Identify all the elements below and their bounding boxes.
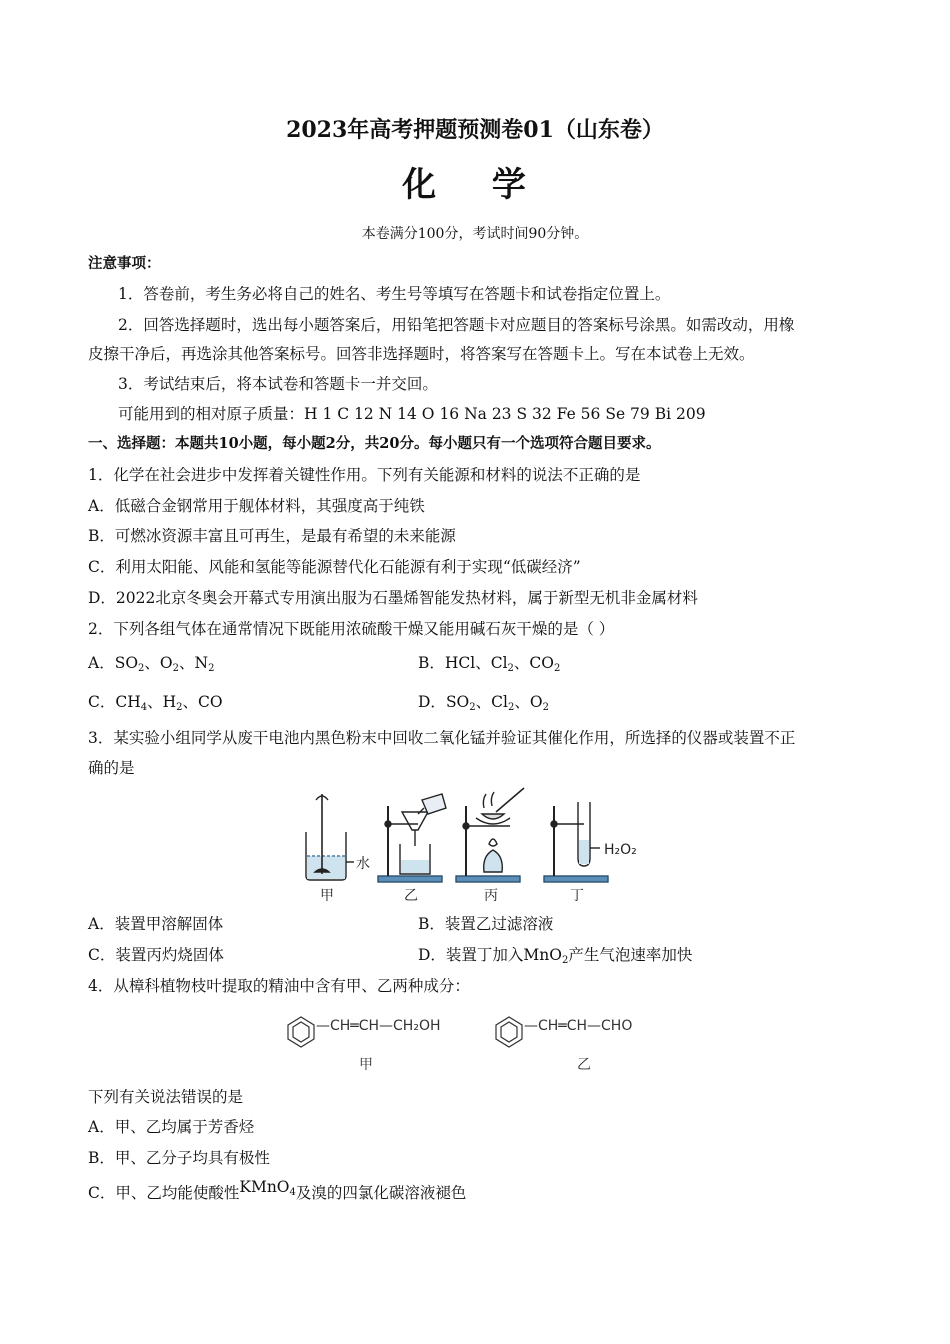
figure-label-yi: 乙 bbox=[404, 888, 418, 904]
subscript: 2 bbox=[507, 702, 515, 713]
q3-stem-line1: 3．某实验小组同学从废干电池内黑色粉末中回收二氧化锰并验证其催化作用，所选择的仪器或装置不正 bbox=[88, 729, 796, 747]
apparatus-figure bbox=[296, 784, 656, 904]
notice-item-2a: 2．回答选择题时，选出每小题答案后，用铅笔把答题卡对应题目的答案标号涂黑。如需改动，用橡 bbox=[118, 316, 795, 334]
option-label: B． bbox=[418, 654, 445, 672]
exam-title: 2023年高考押题预测卷01（山东卷） bbox=[286, 117, 664, 143]
q1-option-a: A．低磁合金钢常用于舰体材料，其强度高于纯铁 bbox=[88, 497, 425, 515]
formula: 、O bbox=[144, 654, 173, 672]
q1-option-b: B．可燃冰资源丰富且可再生，是最有希望的未来能源 bbox=[88, 527, 456, 545]
apparatus-jia bbox=[306, 794, 354, 880]
option-text: C．甲、乙均能使酸性 bbox=[88, 1184, 240, 1202]
structure-jia: —CH═CH—CH₂OH bbox=[316, 1018, 441, 1034]
q3-option-d bbox=[418, 945, 692, 971]
q2-option-c bbox=[88, 692, 223, 718]
formula: KMnO bbox=[239, 1178, 290, 1196]
structure-yi: —CH═CH—CHO bbox=[524, 1018, 633, 1034]
q4-lead: 下列有关说法错误的是 bbox=[88, 1088, 244, 1106]
q1-stem: 1．化学在社会进步中发挥着关键性作用。下列有关能源和材料的说法不正确的是 bbox=[88, 466, 641, 484]
score-note: 本卷满分100分，考试时间90分钟。 bbox=[361, 226, 589, 242]
subscript: 2 bbox=[172, 663, 179, 674]
subscript: 2 bbox=[507, 663, 514, 674]
option-label: C． bbox=[88, 693, 116, 711]
formula: CH bbox=[115, 693, 141, 711]
formula: 、Cl bbox=[475, 693, 508, 711]
atomic-mass-note: 可能用到的相对原子质量：H 1 C 12 N 14 O 16 Na 23 S 32 Fe 56 Se 79 Bi 209 bbox=[118, 405, 706, 423]
q3-option-b: B．装置乙过滤溶液 bbox=[418, 915, 554, 933]
subscript: 4 bbox=[289, 1187, 296, 1198]
structure-figure bbox=[280, 1004, 680, 1076]
apparatus-yi bbox=[378, 794, 446, 882]
notice-item-2b: 皮擦干净后，再选涂其他答案标号。回答非选择题时，将答案写在答题卡上。写在本试卷上无效。 bbox=[88, 345, 755, 363]
q3-stem-line2: 确的是 bbox=[88, 759, 135, 777]
q4-option-c bbox=[88, 1178, 467, 1209]
structure-label-yi: 乙 bbox=[577, 1057, 591, 1073]
section-1-heading: 一、选择题：本题共10小题，每小题2分，共20分。每小题只有一个选项符合题目要求。 bbox=[88, 435, 661, 452]
h2o2-label: H₂O₂ bbox=[604, 842, 637, 858]
formula: SO bbox=[445, 693, 470, 711]
option-text: 及溴的四氯化碳溶液褪色 bbox=[295, 1184, 467, 1202]
subscript: 2 bbox=[176, 702, 183, 713]
formula: 、CO bbox=[513, 654, 554, 672]
subscript: 4 bbox=[140, 702, 148, 713]
notice-heading: 注意事项： bbox=[88, 255, 161, 272]
structure-label-jia: 甲 bbox=[359, 1057, 373, 1073]
figure-label-ding: 丁 bbox=[570, 888, 584, 904]
formula: HCl、Cl bbox=[444, 654, 508, 672]
formula: 、N bbox=[179, 654, 209, 672]
subscript: 2 bbox=[138, 663, 145, 674]
q3-option-a: A．装置甲溶解固体 bbox=[88, 915, 224, 933]
q1-option-c: C．利用太阳能、风能和氢能等能源替代化石能源有利于实现“低碳经济” bbox=[88, 558, 581, 576]
subject-title: 化 学 bbox=[402, 165, 548, 205]
benzene-ring-jia bbox=[288, 1017, 314, 1047]
q2-option-d bbox=[418, 692, 549, 718]
q4-option-b: B．甲、乙分子均具有极性 bbox=[88, 1149, 270, 1167]
subscript: 2 bbox=[542, 702, 549, 713]
option-text: 产生气泡速率加快 bbox=[568, 946, 693, 964]
formula: 、O bbox=[514, 693, 543, 711]
figure-label-bing: 丙 bbox=[484, 888, 498, 904]
apparatus-ding bbox=[544, 802, 608, 882]
option-text: D．装置丁加入MnO bbox=[418, 946, 562, 964]
option-label: D． bbox=[418, 693, 446, 711]
option-label: A． bbox=[88, 654, 115, 672]
notice-item-3: 3．考试结束后，将本试卷和答题卡一并交回。 bbox=[118, 375, 438, 393]
formula: 、CO bbox=[182, 693, 223, 711]
q4-option-a: A．甲、乙均属于芳香烃 bbox=[88, 1118, 255, 1136]
notice-item-1: 1．答卷前，考生务必将自己的姓名、考生号等填写在答题卡和试卷指定位置上。 bbox=[118, 285, 671, 303]
q1-option-d: D．2022北京冬奥会开幕式专用演出服为石墨烯智能发热材料，属于新型无机非金属材料 bbox=[88, 589, 698, 607]
formula: SO bbox=[114, 654, 139, 672]
subscript: 2 bbox=[562, 955, 569, 966]
subscript: 2 bbox=[208, 663, 215, 674]
benzene-ring-yi bbox=[496, 1017, 522, 1047]
q2-option-a bbox=[88, 653, 214, 679]
figure-label-jia: 甲 bbox=[320, 888, 334, 904]
formula: 、H bbox=[147, 693, 177, 711]
q3-option-c: C．装置丙灼烧固体 bbox=[88, 946, 224, 964]
apparatus-bing bbox=[456, 788, 524, 882]
q2-option-b bbox=[418, 653, 560, 679]
subscript: 2 bbox=[554, 663, 561, 674]
q4-stem: 4．从樟科植物枝叶提取的精油中含有甲、乙两种成分： bbox=[88, 977, 470, 995]
subscript: 2 bbox=[469, 702, 476, 713]
water-label: 水 bbox=[356, 856, 370, 872]
q2-stem: 2．下列各组气体在通常情况下既能用浓硫酸干燥又能用碱石灰干燥的是（ ） bbox=[88, 620, 615, 638]
